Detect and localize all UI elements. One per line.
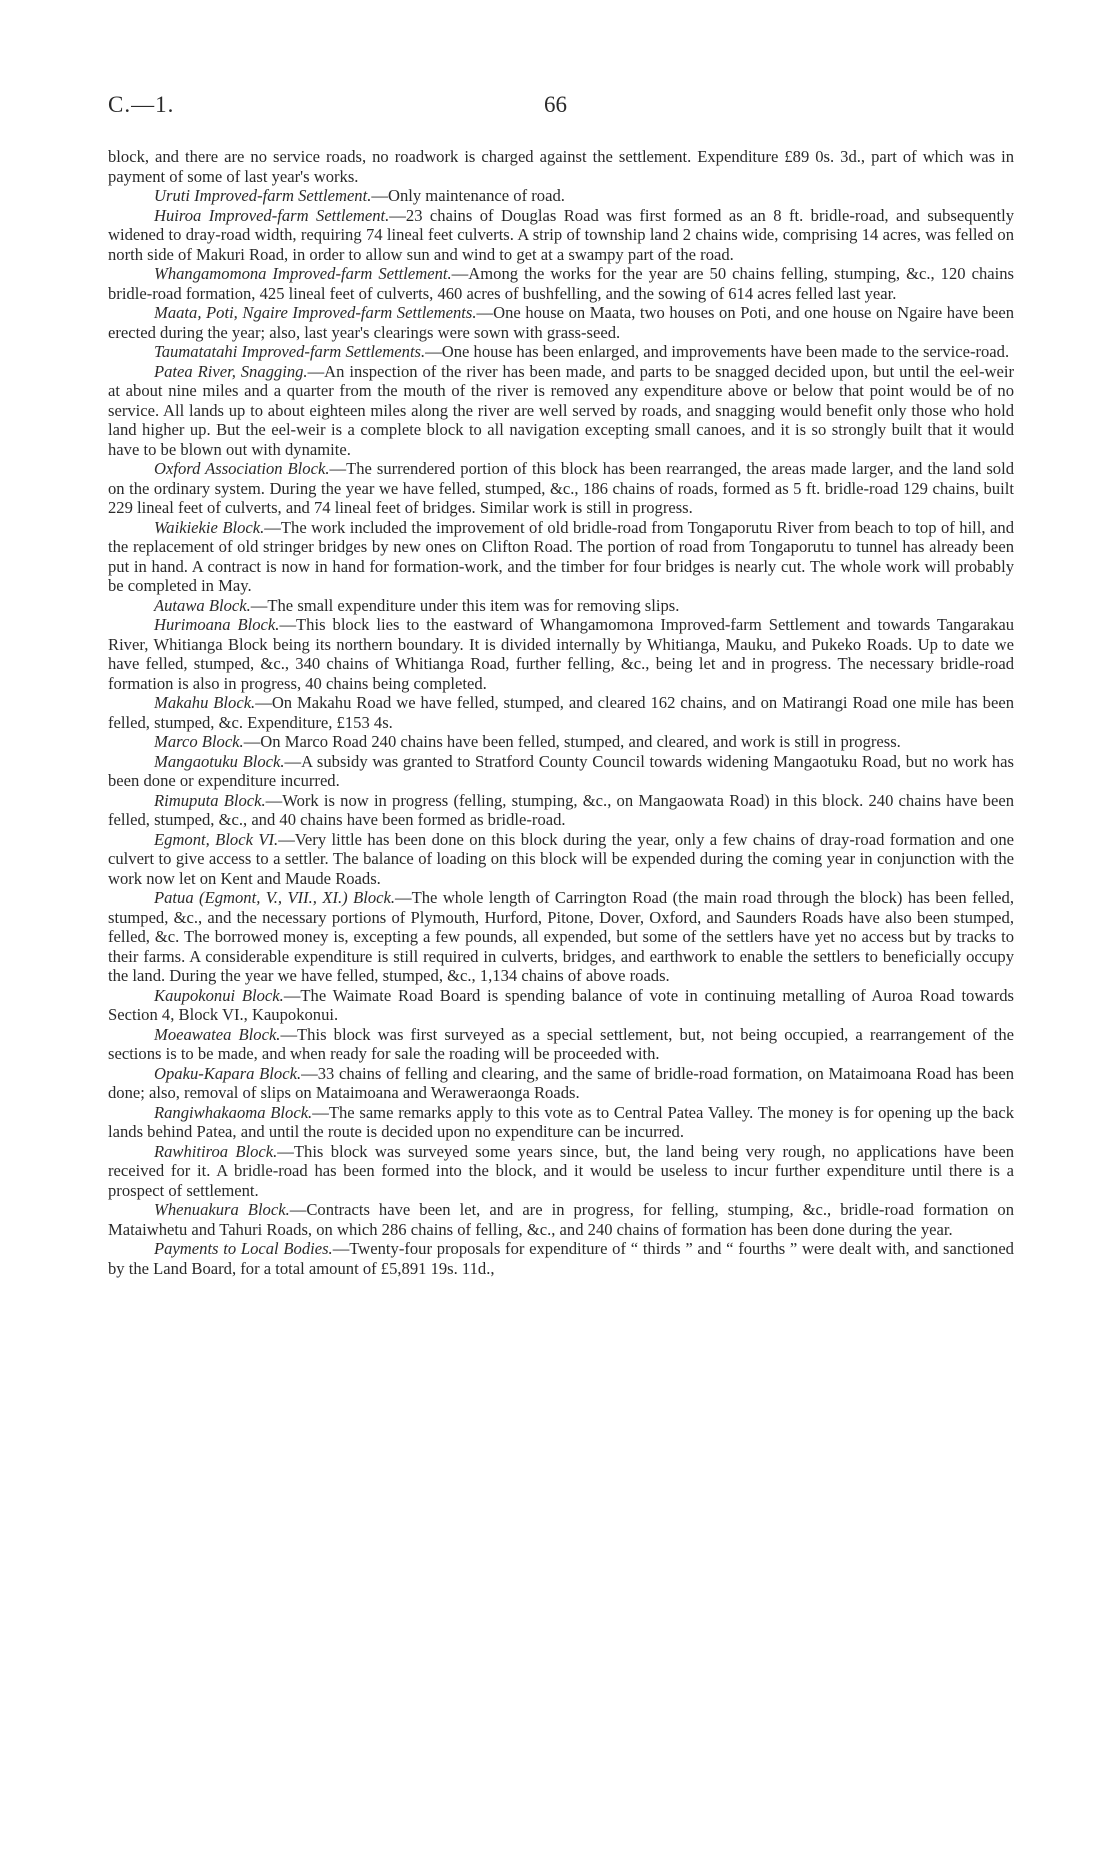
paragraph-text: —The same remarks apply to this vote as to Central Patea Valley. The money is for opening up the back lands behind Patea, and until the route is decided upon no expenditure can be incurred. — [108, 1102, 1015, 1141]
paragraph-heading: Uruti Improved-farm Settlement. — [154, 186, 372, 205]
body-text — [108, 147, 1014, 1278]
paragraph-text: —The whole length of Carrington Road (the main road through the block) has been felled, stumped, &c., and the necessary portions of Plymouth, Hurford, Pitone, Dover, Oxford, and Saunders Roads have also been stumped, felled, &c. The borrowed money is, excepting a few pounds, all expended, but some of the settlers have yet no access but by tracks to their farms. A considerable expenditure is still required in culverts, bridges, and earthwork to enable the settlers to beneficially occupy the land. During the year we have felled, stumped, &c., 1,134 chains of above roads. — [108, 888, 1014, 985]
paragraph-rawhitiroa — [108, 1142, 1014, 1201]
paragraph-makahu — [108, 693, 1014, 732]
paragraph-text: —This block was surveyed some years since, but, the land being very rough, no applications have been received for it. A bridle-road has been formed into the block, and it would be useless to incur further expenditure until there is a prospect of settlement. — [108, 1141, 1014, 1200]
paragraph-text: —Contracts have been let, and are in progress, for felling, stumping, &c., bridle-road formation on Mataiwhetu and Tahuri Roads, on which 286 chains of felling, &c., and 240 chains of formation has been done during the year. — [108, 1200, 1014, 1239]
paragraph-heading: Patea River, Snagging. — [154, 361, 308, 381]
page-number: 66 — [544, 92, 567, 117]
paragraph-text: —One house has been enlarged, and improvements have been made to the service-road. — [425, 342, 1010, 361]
paragraph-text: —The small expenditure under this item was for removing slips. — [250, 595, 680, 615]
paragraph-text: —Only maintenance of road. — [371, 186, 565, 205]
paragraph-text: —On Makahu Road we have felled, stumped, and cleared 162 chains, and on Matirangi Road one mile has been felled, stumped, &c. Expenditure, £153 4s. — [108, 693, 1014, 732]
paragraph-oxford — [108, 459, 1014, 518]
paragraph-heading: Makahu Block. — [154, 693, 256, 712]
paragraph-whangamomona — [108, 264, 1014, 303]
paragraph-heading: Marco Block. — [154, 732, 244, 751]
paragraph-text: —Very little has been done on this block during the year, only a few chains of dray-road formation and one culvert to give access to a settler. The balance of loading on this block will be expended during the coming year in conjunction with the work now let on Kent and Maude Roads. — [108, 829, 1014, 888]
paragraph-heading: Taumatatahi Improved-farm Settlements. — [154, 342, 426, 361]
paragraph-text: —One house on Maata, two houses on Poti, and one house on Ngaire have been erected during the year; also, last year's clearings were sown with grass-seed. — [108, 303, 1014, 342]
paragraph-mangaotuku — [108, 752, 1014, 791]
paragraph-hurimoana — [108, 615, 1014, 693]
paragraph-text: —23 chains of Douglas Road was first formed as an 8 ft. bridle-road, and subsequently widened to dray-road width, requiring 74 lineal feet culverts. A strip of township land 2 chains wide, comprising 14 acres, was felled on north side of Makuri Road, in order to allow sun and wind to get at a swampy part of the road. — [108, 205, 1014, 264]
document-reference: C.—1. — [108, 92, 175, 117]
paragraph-heading: Whenuakura Block. — [154, 1200, 290, 1219]
paragraph-text: —The surrendered portion of this block has been rearranged, the areas made larger, and the land sold on the ordinary system. During the year we have felled, stumped, &c., 186 chains of roads, formed as 5 ft. bridle-road 129 chains, built 229 lineal feet of culverts, and 74 lineal feet of bridges. Similar work is still in progress. — [108, 459, 1015, 517]
paragraph-heading: Kaupokonui Block. — [154, 985, 284, 1005]
paragraph-rangiwhakaoma — [108, 1103, 1014, 1142]
paragraph-heading: Oxford Association Block. — [154, 459, 330, 478]
paragraph-heading: Hurimoana Block. — [154, 615, 280, 634]
paragraph-text: —33 chains of felling and clearing, and the same of bridle-road formation, on Mataimoana Road has been done; also, removal of slips on Mataimoana and Weraweraonga Roads. — [108, 1063, 1014, 1102]
paragraph-heading: Payments to Local Bodies. — [154, 1239, 333, 1258]
paragraph-rimuputa — [108, 791, 1014, 830]
paragraph-heading: Mangaotuku Block. — [154, 751, 285, 771]
paragraph-heading: Rimuputa Block. — [154, 790, 266, 810]
paragraph-heading: Opaku-Kapara Block. — [154, 1063, 302, 1083]
paragraph-waikiekie — [108, 518, 1014, 596]
paragraph-payments-local-bodies — [108, 1239, 1014, 1278]
paragraph-heading: Moeawatea Block. — [154, 1024, 281, 1044]
paragraph-text: —The Waimate Road Board is spending balance of vote in continuing metalling of Auroa Road towards Section 4, Block VI., Kaupokonui. — [108, 985, 1014, 1024]
paragraph-heading: Whangamomona Improved-farm Settlement. — [154, 264, 452, 283]
paragraph-text: —An inspection of the river has been made, and parts to be snagged decided upon, but until the eel-weir at about nine miles and a quarter from the mouth of the river is removed any expenditure above or below that point would be of no service. All lands up to about eighteen miles along the river are well served by roads, and snagging would benefit only those who hold land higher up. But the eel-weir is a complete block to all navigation excepting small canoes, and it is so strongly built that it would have to be blown out with dynamite. — [108, 361, 1014, 459]
paragraph-heading: Patua (Egmont, V., VII., XI.) Block. — [154, 888, 396, 907]
paragraph-uruti — [108, 186, 1014, 206]
paragraph-heading: Egmont, Block VI. — [154, 829, 279, 849]
paragraph-heading: Huiroa Improved-farm Settlement. — [154, 205, 390, 225]
paragraph-egmont-vi — [108, 830, 1014, 889]
paragraph-text: —On Marco Road 240 chains have been felled, stumped, and cleared, and work is still in progress. — [243, 732, 901, 751]
paragraph-text: —This block was first surveyed as a special settlement, but, not being occupied, a rearrangement of the sections is to be made, and when ready for sale the roading will be proceeded with. — [108, 1024, 1014, 1063]
paragraph-huiroa — [108, 206, 1014, 265]
paragraph-text: —A subsidy was granted to Stratford County Council towards widening Mangaotuku Road, but no work has been done or expenditure incurred. — [108, 751, 1014, 790]
paragraph-moeawatea — [108, 1025, 1014, 1064]
paragraph-maata-poti-ngaire — [108, 303, 1014, 342]
paragraph-continuation — [108, 147, 1014, 186]
paragraph-taumatatahi — [108, 342, 1014, 362]
paragraph-patua — [108, 888, 1014, 986]
paragraph-text: —Twenty-four proposals for expenditure of “ thirds ” and “ fourths ” were dealt with, and sanctioned by the Land Board, for a total amount of £5,891 19s. 11d., — [108, 1239, 1014, 1278]
paragraph-patea-river — [108, 362, 1014, 460]
paragraph-heading: Waikiekie Block. — [154, 517, 265, 537]
page-header — [108, 92, 1020, 126]
paragraph-kaupokonui — [108, 986, 1014, 1025]
paragraph-heading: Autawa Block. — [154, 595, 251, 615]
paragraph-heading: Maata, Poti, Ngaire Improved-farm Settlements. — [154, 303, 477, 322]
paragraph-text: —The work included the improvement of old bridle-road from Tongaporutu River from beach to top of hill, and the replacement of old stringer bridges by new ones on Clifton Road. The portion of road from Tongaporutu to tunnel has already been put in hand. A contract is now in hand for formation-work, and the timber for four bridges is nearly cut. The whole work will probably be completed in May. — [108, 517, 1014, 595]
paragraph-text: —Work is now in progress (felling, stumping, &c., on Mangaowata Road) in this block. 240 chains have been felled, stumped, &c., and 40 chains have been formed as bridle-road. — [108, 790, 1014, 829]
paragraph-text: —This block lies to the eastward of Whangamomona Improved-farm Settlement and towards Tangarakau River, Whitianga Block being its northern boundary. It is divided internally by Whitianga, Mauku, and Pukeko Roads. Up to date we have felled, stumped, &c., 340 chains of Whitianga Road, further felling, &c., being let and in progress. The necessary bridle-road formation is also in progress, 40 chains being completed. — [108, 615, 1014, 693]
paragraph-autawa — [108, 596, 1014, 616]
paragraph-heading: Rangiwhakaoma Block. — [154, 1102, 313, 1122]
paragraph-text: —Among the works for the year are 50 chains felling, stumping, &c., 120 chains bridle-road formation, 425 lineal feet of culverts, 460 acres of bushfelling, and the sowing of 614 acres felled last year. — [108, 264, 1014, 303]
paragraph-marco — [108, 732, 1014, 752]
paragraph-heading: Rawhitiroa Block. — [154, 1141, 278, 1161]
paragraph-whenuakura — [108, 1200, 1014, 1239]
paragraph-opaku-kapara — [108, 1064, 1014, 1103]
paragraph-text: block, and there are no service roads, no roadwork is charged against the settlement. Expenditure £89 0s. 3d., part of which was in payment of some of last year's works. — [108, 147, 1014, 186]
